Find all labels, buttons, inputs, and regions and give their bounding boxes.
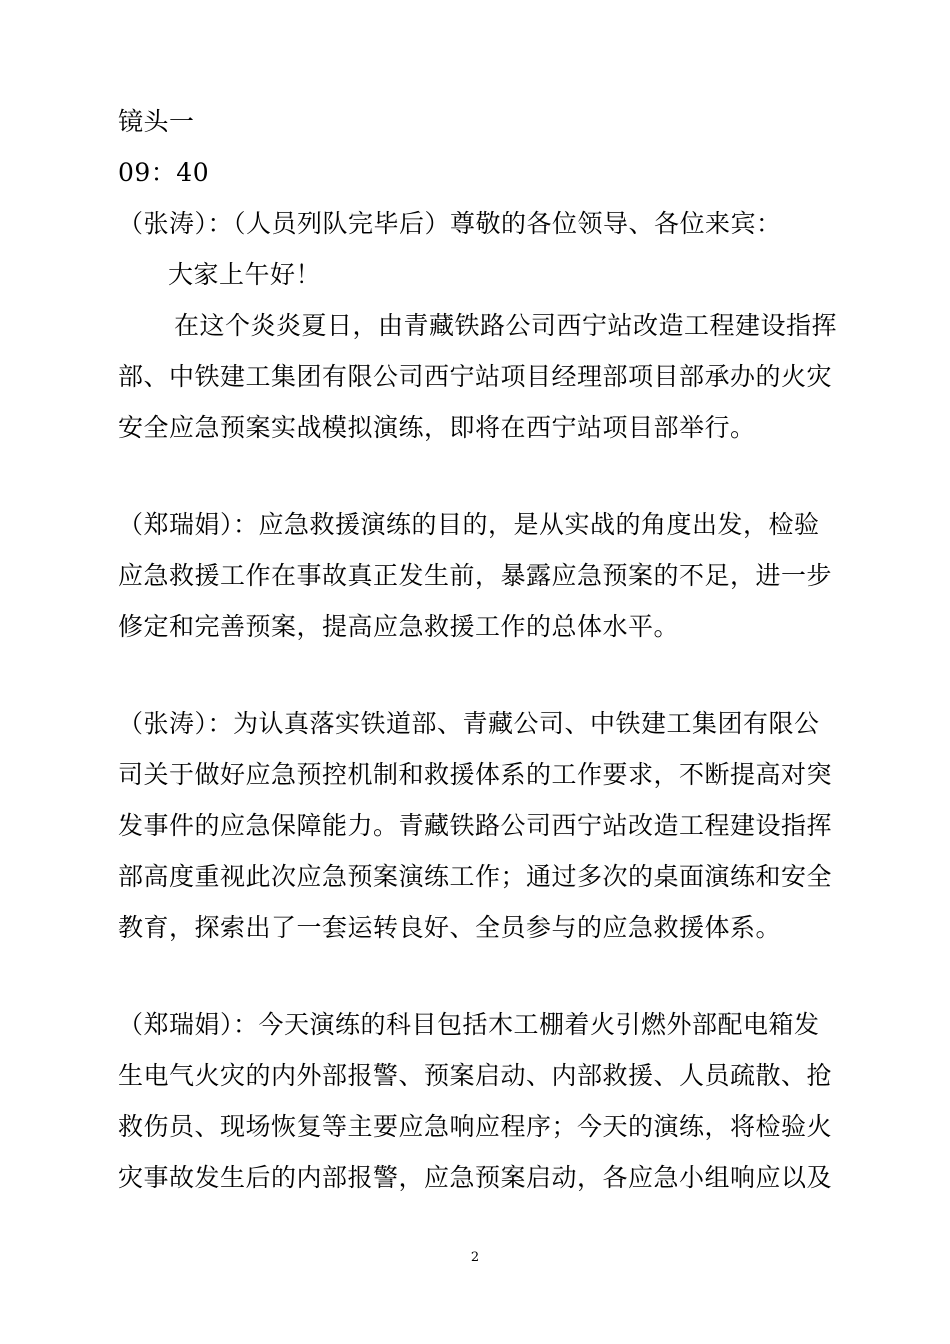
paragraph-line: 应急救援工作在事故真正发生前，暴露应急预案的不足，进一步 [118, 561, 833, 590]
paragraph-line: 部高度重视此次应急预案演练工作；通过多次的桌面演练和安全 [118, 862, 833, 891]
paragraph-line: 部、中铁建工集团有限公司西宁站项目经理部项目部承办的火灾 [118, 362, 833, 391]
paragraph-line: 发事件的应急保障能力。青藏铁路公司西宁站改造工程建设指挥 [118, 811, 833, 840]
timestamp: 09：40 [118, 158, 210, 187]
paragraph-line: （郑瑞娟）：今天演练的科目包括木工棚着火引燃外部配电箱发 [118, 1010, 820, 1039]
paragraph-line: 修定和完善预案，提高应急救援工作的总体水平。 [118, 612, 680, 641]
paragraph-line: 救伤员、现场恢复等主要应急响应程序；今天的演练，将检验火 [118, 1112, 833, 1141]
paragraph-line: 生电气火灾的内外部报警、预案启动、内部救援、人员疏散、抢 [118, 1061, 833, 1090]
paragraph-line: （郑瑞娟）：应急救援演练的目的，是从实战的角度出发，检验 [118, 510, 820, 539]
paragraph-line: 灾事故发生后的内部报警，应急预案启动，各应急小组响应以及 [118, 1163, 833, 1192]
paragraph-line: 在这个炎炎夏日，由青藏铁路公司西宁站改造工程建设指挥 [174, 311, 838, 340]
paragraph-line: （张涛）：为认真落实铁道部、青藏公司、中铁建工集团有限公 [118, 709, 820, 738]
paragraph-line: 司关于做好应急预控机制和救援体系的工作要求，不断提高对突 [118, 760, 833, 789]
paragraph-line: （张涛）：（人员列队完毕后）尊敬的各位领导、各位来宾： [118, 209, 782, 238]
paragraph-line: 教育，探索出了一套运转良好、全员参与的应急救援体系。 [118, 913, 782, 942]
scene-heading: 镜头一 [118, 107, 195, 136]
greeting-line: 大家上午好！ [168, 260, 322, 289]
page-number: 2 [470, 1250, 480, 1265]
paragraph-line: 安全应急预案实战模拟演练，即将在西宁站项目部举行。 [118, 413, 756, 442]
